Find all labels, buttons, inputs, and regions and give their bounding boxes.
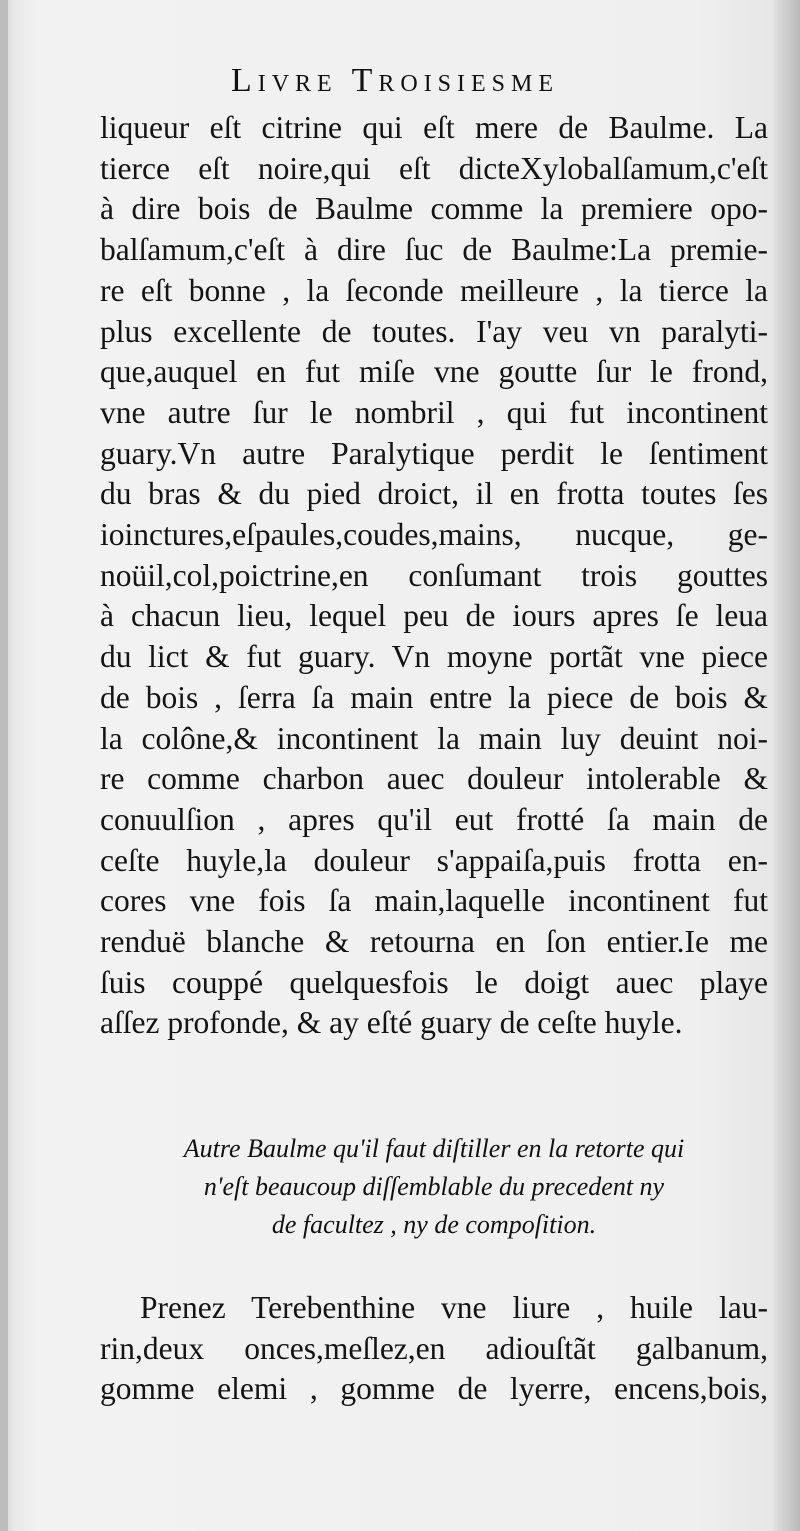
text-line: du lict & fut guary. Vn moyne portãt vne piece — [100, 639, 768, 675]
text-line: rin,deux onces,meſlez,en adiouſtãt galbanum, — [100, 1330, 768, 1366]
page-gutter-shadow — [0, 0, 8, 1531]
paragraph-1 — [100, 108, 768, 1044]
heading-line: n'eſt beaucoup diſſemblable du precedent ny — [203, 1172, 665, 1201]
text-line: renduë blanche & retourna en ſon entier.Ie me — [100, 924, 768, 960]
running-head: Livre Troisiesme — [230, 62, 560, 99]
text-line: que,auquel en fut miſe vne goutte ſur le frond, — [100, 354, 768, 390]
text-line: du bras & du pied droict, il en frotta toutes ſes — [100, 476, 768, 512]
text-line: à chacun lieu, lequel peu de iours apres ſe leua — [100, 598, 768, 634]
text-line: guary.Vn autre Paralytique perdit le ſentiment — [100, 435, 768, 471]
text-line: balſamum,c'eſt à dire ſuc de Baulme:La premie- — [100, 232, 768, 268]
text-line: conuulſion , apres qu'il eut frotté ſa main de — [100, 801, 768, 837]
text-line: ioinctures,eſpaules,coudes,mains, nucque, ge- — [100, 517, 768, 553]
text-line: tierce eſt noire,qui eſt dicteXylobalſamum,c'eſt — [100, 150, 768, 186]
text-line: ſuis couppé quelquesfois le doigt auec playe — [100, 964, 768, 1000]
text-line: aſſez profonde, & ay eſté guary de ceſte huyle. — [100, 1005, 683, 1041]
text-line: gomme elemi , gomme de lyerre, encens,bois, — [100, 1371, 768, 1406]
text-line: plus excellente de toutes. I'ay veu vn paralyti- — [100, 313, 768, 349]
section-heading — [100, 1130, 768, 1244]
heading-line: Autre Baulme qu'il faut diſtiller en la retorte qui — [183, 1134, 685, 1163]
text-line: ceſte huyle,la douleur s'appaiſa,puis frotta en- — [100, 842, 768, 878]
text-line: à dire bois de Baulme comme la premiere opo- — [100, 191, 768, 227]
paragraph-2 — [100, 1288, 768, 1410]
text-line: la colône,& incontinent la main luy deuint noi- — [100, 720, 768, 756]
text-line: vne autre ſur le nombril , qui fut incontinent — [100, 394, 768, 430]
text-line: Prenez Terebenthine vne liure , huile lau- — [140, 1290, 768, 1325]
page-edge-shadow — [774, 0, 800, 1531]
heading-line: de facultez , ny de compoſition. — [271, 1210, 597, 1239]
text-line: cores vne fois ſa main,laquelle incontinent fut — [100, 883, 768, 919]
text-line: liqueur eſt citrine qui eſt mere de Baulme. La — [100, 110, 768, 145]
text-line: re eſt bonne , la ſeconde meilleure , la tierce la — [100, 272, 768, 308]
text-line: de bois , ſerra ſa main entre la piece de bois & — [100, 679, 768, 715]
text-line: noüil,col,poictrine,en conſumant trois gouttes — [100, 557, 768, 593]
text-line: re comme charbon auec douleur intolerable & — [100, 761, 768, 797]
